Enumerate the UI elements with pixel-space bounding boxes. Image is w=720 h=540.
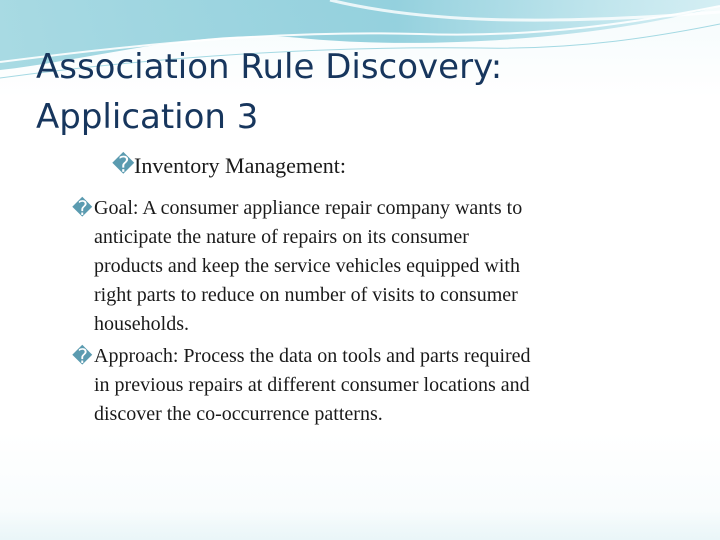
footer-band-decoration [0, 510, 720, 540]
approach-line-1: Approach: Process the data on tools and parts required [94, 345, 531, 367]
bullet-icon: � [112, 153, 135, 178]
bullet-icon: � [72, 196, 93, 220]
bullet-level1-text: Inventory Management: [134, 153, 346, 178]
slide-title-line-2: Application 3 [36, 97, 259, 137]
bullet-icon: � [72, 344, 93, 368]
goal-line-3: products and keep the service vehicles equipped with [94, 255, 520, 277]
bullet-level2-goal [72, 194, 679, 339]
bullet-level1-inventory [112, 152, 654, 179]
goal-line-5: households. [94, 313, 189, 335]
goal-line-4: right parts to reduce on number of visits to consumer [94, 284, 518, 306]
goal-line-2: anticipate the nature of repairs on its consumer [94, 226, 469, 248]
slide-title-line-1: Association Rule Discovery: [36, 47, 503, 87]
approach-line-2: in previous repairs at different consumer locations and [94, 374, 530, 396]
goal-line-1: Goal: A consumer appliance repair company wants to [94, 197, 523, 219]
approach-line-3: discover the co-occurrence patterns. [94, 403, 383, 425]
bullet-level2-approach [72, 342, 679, 429]
slide-title [36, 42, 696, 142]
